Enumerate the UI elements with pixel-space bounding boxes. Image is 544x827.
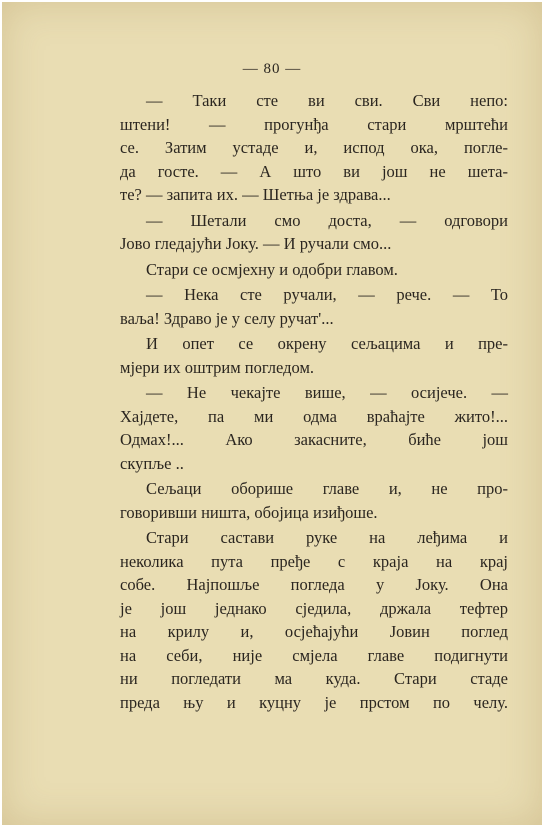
- text-line: на себи, није смјела главе подигнути: [120, 645, 508, 665]
- paragraph: [120, 258, 508, 282]
- page-number: — 80 —: [242, 61, 302, 77]
- text-line: — Шетали смо доста, — одговори: [146, 210, 508, 230]
- paragraph: [120, 283, 508, 330]
- text-line: И опет се окрену сељацима и пре-: [146, 334, 508, 353]
- text-line: Одмах!... Ако закасните, биће још: [120, 430, 508, 449]
- paragraph: [120, 209, 508, 256]
- text-line: собе. Најпошље погледа у Јоку. Она: [120, 575, 508, 594]
- text-line: је још једнако сједила, држала тефтер: [120, 598, 508, 618]
- text-line: — Не чекајте више, — осијече. —: [146, 383, 508, 402]
- text-line: те? — запита их. — Шетња је здрава...: [120, 185, 391, 204]
- text-line: Стари се осмјехну и одобри главом.: [146, 259, 398, 279]
- book-page: [2, 2, 542, 825]
- text-line: преда њу и куцну је прстом по челу.: [120, 692, 508, 712]
- text-line: Сељаци оборише главе и, не про-: [146, 479, 508, 498]
- text-line: говоривши ништа, обојица изиђоше.: [120, 502, 378, 522]
- text-line: на крилу и, осјећајући Јовин поглед: [120, 622, 508, 641]
- paragraph: [120, 89, 508, 207]
- text-line: Стари састави руке на леђима и: [146, 528, 508, 547]
- text-line: — Нека сте ручали, — рече. — То: [146, 285, 508, 304]
- text-line: да госте. — А што ви још не шета-: [120, 161, 508, 181]
- text-line: се. Затим устаде и, испод ока, погле-: [120, 138, 508, 157]
- text-line: мјери их оштрим погледом.: [120, 357, 315, 377]
- text-line: Јово гледајући Јоку. — И ручали смо...: [120, 234, 392, 253]
- text-line: — Таки сте ви сви. Сви непо:: [146, 91, 508, 110]
- text-line: скупље ..: [120, 453, 184, 473]
- body-text: [120, 89, 508, 716]
- paragraph: [120, 332, 508, 379]
- paragraph: [120, 526, 508, 714]
- paragraph: [120, 381, 508, 475]
- text-line: ваља! Здраво је у селу ручат'...: [120, 308, 334, 328]
- text-line: ни погледати ма куда. Стари стаде: [120, 669, 508, 688]
- text-line: Хајдете, па ми одма враћајте жито!...: [120, 406, 508, 426]
- paragraph: [120, 477, 508, 524]
- text-line: штени! — прогунђа стари мрштећи: [120, 114, 508, 134]
- text-line: неколика пута пређе с краја на крај: [120, 551, 508, 571]
